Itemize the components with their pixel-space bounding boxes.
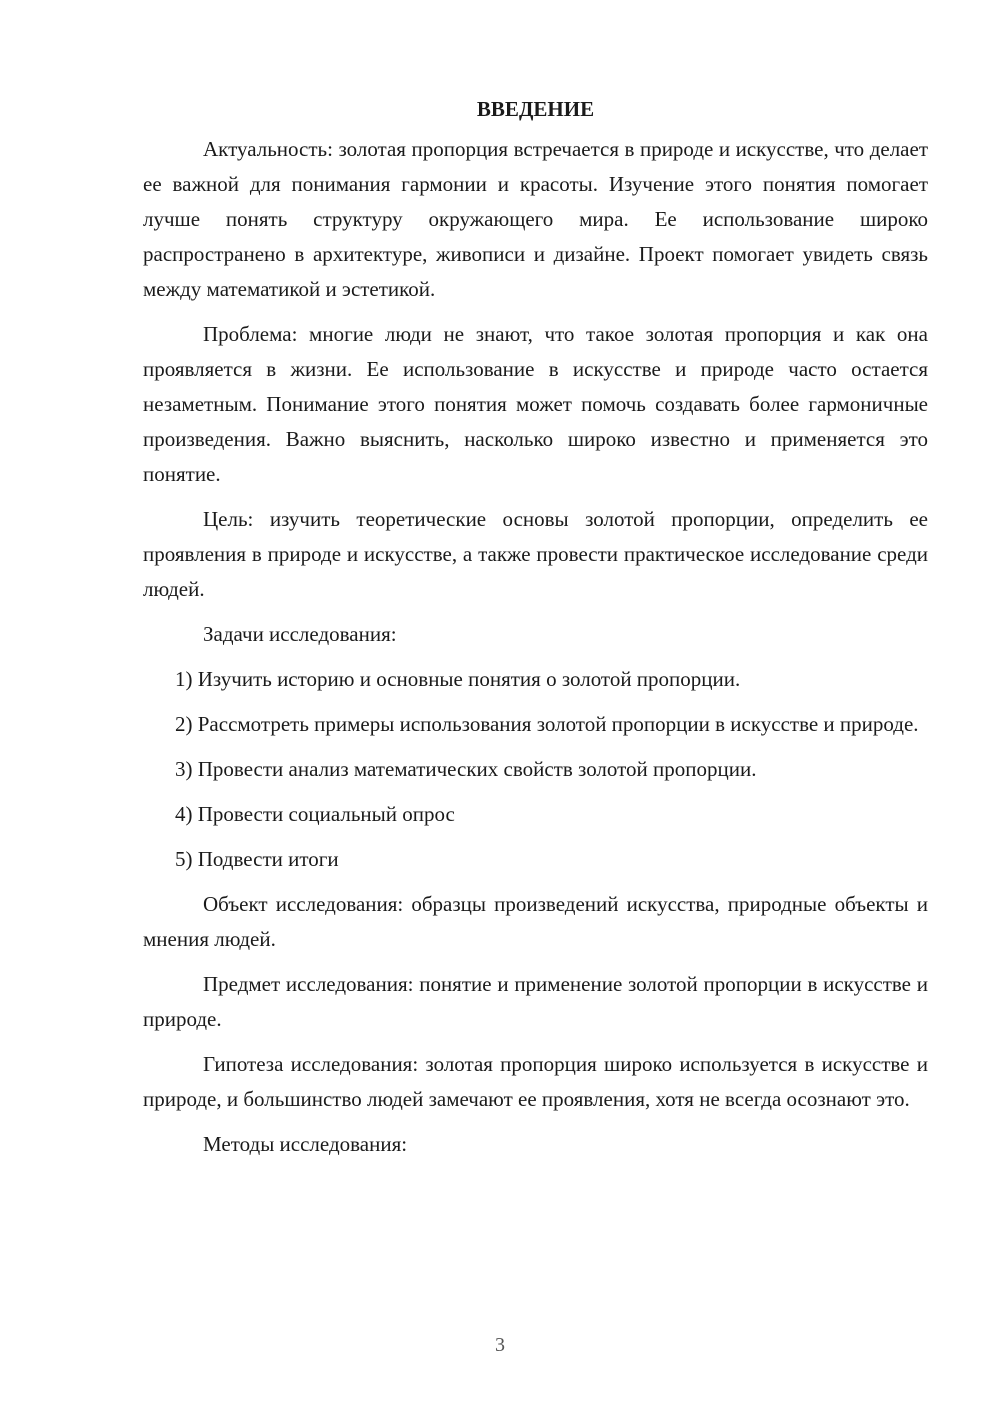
document-page [143, 92, 928, 1172]
task-item-1: 1) Изучить историю и основные понятия о золотой пропорции. [175, 667, 741, 691]
methods-heading: Методы исследования: [203, 1132, 408, 1156]
tasks-heading: Задачи исследования: [203, 622, 397, 646]
task-item-2: 2) Рассмотреть примеры использования золотой пропорции в искусстве и природе. [175, 712, 919, 736]
task-item-3: 3) Провести анализ математических свойств золотой пропорции. [175, 757, 757, 781]
task-item-5: 5) Подвести итоги [175, 847, 339, 871]
paragraph-subject: Предмет исследования: понятие и применение золотой пропорции в искусстве и природе. [143, 972, 928, 1031]
page-title: ВВЕДЕНИЕ [476, 97, 595, 121]
paragraph-object: Объект исследования: образцы произведений искусства, природные объекты и мнения людей. [143, 892, 928, 951]
paragraph-problem: Проблема: многие люди не знают, что такое золотая пропорция и как она проявляется в жизни. Ее использование в искусстве и природе часто остается незаметным. Понимание этого понятия может помочь создавать более гармоничные произведения. Важно выяснить, насколько широко известно и применяется это понятие. [143, 322, 928, 486]
task-item-4: 4) Провести социальный опрос [175, 802, 455, 826]
page-number: 3 [495, 1334, 505, 1356]
paragraph-relevance: Актуальность: золотая пропорция встречается в природе и искусстве, что делает ее важной для понимания гармонии и красоты. Изучение этого понятия помогает лучше понять структуру окружающего мира. Ее использование широко распространено в архитектуре, живописи и дизайне. Проект помогает увидеть связь между математикой и эстетикой. [143, 137, 928, 301]
paragraph-hypothesis: Гипотеза исследования: золотая пропорция широко используется в искусстве и природе, и большинство людей замечают ее проявления, хотя не всегда осознают это. [143, 1052, 928, 1111]
paragraph-goal: Цель: изучить теоретические основы золотой пропорции, определить ее проявления в природе и искусстве, а также провести практическое исследование среди людей. [143, 507, 928, 601]
